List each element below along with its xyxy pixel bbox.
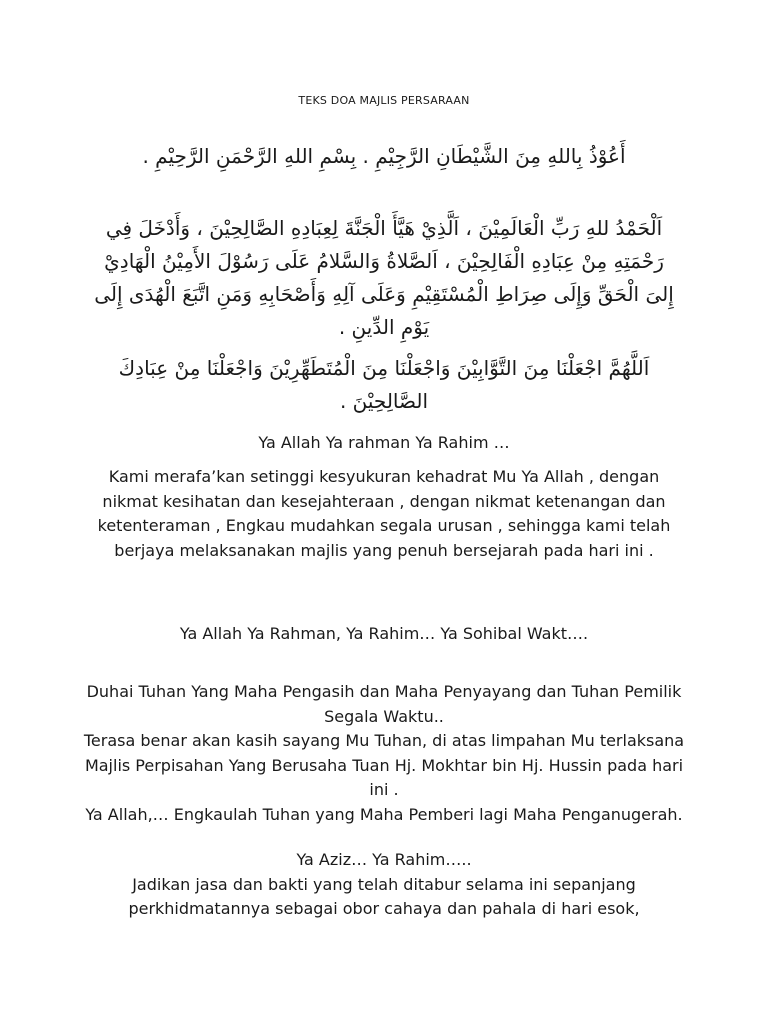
paragraph-duhai-tuhan [82, 680, 686, 827]
arabic-taawudh-basmalah: أَعُوْذُ بِاللهِ مِنَ الشَّيْطَانِ الرَّجِيْمِ . بِسْمِ اللهِ الرَّحْمَنِ الرَّحِيْمِ . [142, 144, 626, 168]
text-kasih-sayang: Terasa benar akan kasih sayang Mu Tuhan, di atas limpahan Mu terlaksana Majlis Perpisahan Yang Berusaha Tuan Hj. Mokhtar bin Hj. Hussin pada hari ini . [83, 731, 685, 799]
document-title: TEKS DOA MAJLIS PERSARAAN [298, 94, 470, 107]
paragraph-gratitude: Kami merafa’kan setinggi kesyukuran kehadrat Mu Ya Allah , dengan nikmat kesihatan dan kesejahteraan , dengan nikmat ketenangan dan ketenteraman , Engkau mudahkan segala urusan , sehingga kami telah berjaya melaksanakan majlis yang penuh bersejarah pada hari ini . [97, 467, 671, 560]
arabic-doa-taubat: اَللَّهُمَّ اجْعَلْنَا مِنَ التَّوَّابِيْنَ وَاجْعَلْنَا مِنَ الْمُتَطَهِّرِيْنَ وَاجْعَلْنَا مِنْ عِبَادِكَ الصَّالِحِيْنَ . [118, 356, 650, 413]
text-jadikan-jasa: Jadikan jasa dan bakti yang telah ditabur selama ini sepanjang perkhidmatannya sebagai obor cahaya dan pahala di hari esok, [128, 874, 640, 918]
text-duhai-tuhan: Duhai Tuhan Yang Maha Pengasih dan Maha Penyayang dan Tuhan Pemilik Segala Waktu.. [86, 682, 682, 726]
text-maha-pemberi: Ya Allah,… Engkaulah Tuhan yang Maha Pemberi lagi Maha Penganugerah. [85, 804, 683, 824]
arabic-hamdalah-salawat: اَلْحَمْدُ للهِ رَبِّ الْعَالَمِيْنَ ، اَلَّذِيْ هَيَّأَ الْجَنَّةَ لِعِبَادِهِ الصَّالِحِيْنَ ، وَأَدْخَلَ فِي رَحْمَتِهِ مِنْ عِبَادِهِ الْفَالِحِيْنَ ، اَلصَّلاةُ وَالسَّلامُ عَلَى رَسُوْلَ الأَمِيْنُ الْهَادِيْ إِلىَ الْحَقِّ وَإِلَى صِرَاطِ الْمُسْتَقِيْمِ وَعَلَى آلِهِ وَأَصْحَابِهِ وَمَنِ اتَّبَعَ الْهُدَى إِلَى يَوْمِ الدِّينِ . [94, 216, 674, 339]
paragraph-invocation-wakt: Ya Allah Ya Rahman, Ya Rahim… Ya Sohibal Wakt…. [179, 624, 589, 643]
text-ya-aziz: Ya Aziz… Ya Rahim….. [296, 850, 472, 869]
paragraph-ya-aziz [82, 848, 686, 922]
paragraph-opening-invocation: Ya Allah Ya rahman Ya Rahim … [258, 433, 510, 452]
